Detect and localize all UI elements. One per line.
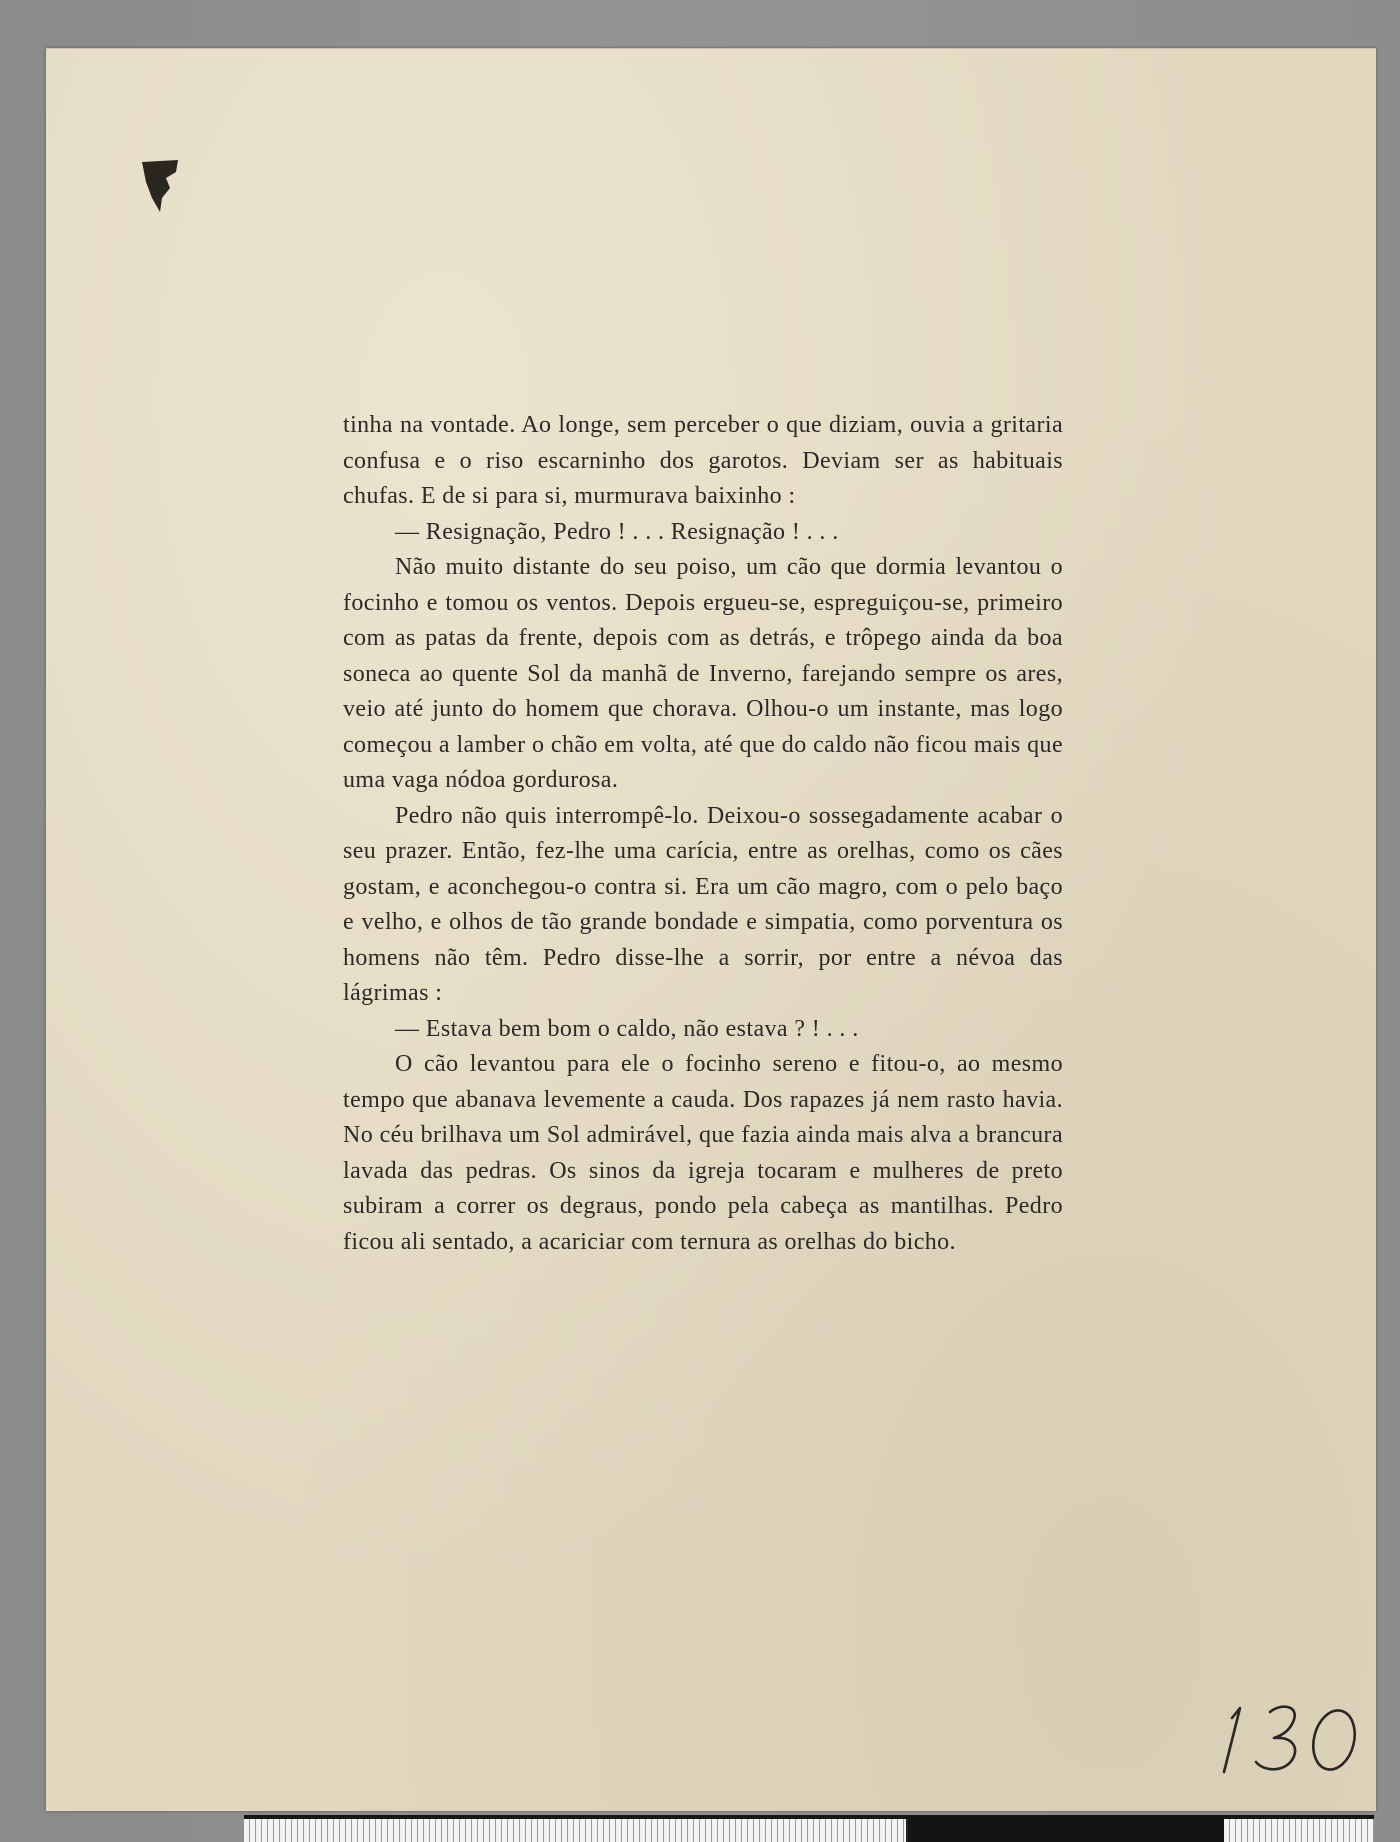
torn-corner-mark	[140, 158, 180, 214]
body-text	[343, 408, 1063, 1260]
ruler-scale-light-right	[1224, 1819, 1374, 1842]
paragraph-dialogue: — Resignação, Pedro ! . . . Resignação ! . . .	[395, 518, 839, 545]
handwritten-page-number	[1208, 1696, 1378, 1776]
paragraph: tinha na vontade. Ao longe, sem perceber o que diziam, ouvia a gritaria confusa e o riso escarninho dos garotos. Deviam ser as habituais chufas. E de si para si, murmurava baixinho :	[343, 412, 1063, 509]
paragraph: Não muito distante do seu poiso, um cão que dormia levantou o focinho e tomou os ventos. Depois ergueu-se, espreguiçou-se, primeiro com as patas da frente, depois com as detrás, e trôpego ainda da boa soneca ao quente Sol da manhã de Inverno, farejando sempre os ares, veio até junto do homem que chorava. Olhou-o um instante, mas logo começou a lamber o chão em volta, até que do caldo não ficou mais que uma vaga nódoa gordurosa.	[343, 554, 1063, 793]
ruler-scale-light	[244, 1819, 908, 1842]
color-scale-ruler	[244, 1815, 1374, 1842]
paragraph-dialogue: — Estava bem bom o caldo, não estava ? ! . . .	[395, 1015, 859, 1042]
paragraph: Pedro não quis interrompê-lo. Deixou-o sossegadamente acabar o seu prazer. Então, fez-lhe uma carícia, entre as orelhas, como os cães gostam, e aconchegou-o contra si. Era um cão magro, com o pelo baço e velho, e olhos de tão grande bondade e simpatia, como porventura os homens não têm. Pedro disse-lhe a sorrir, por entre a névoa das lágrimas :	[343, 802, 1063, 1006]
paragraph: O cão levantou para ele o focinho sereno e fitou-o, ao mesmo tempo que abanava levemente a cauda. Dos rapazes já nem rasto havia. No céu brilhava um Sol admirável, que fazia ainda mais alva a brancura lavada das pedras. Os sinos da igreja tocaram e mulheres de preto subiram a correr os degraus, pondo pela cabeça as mantilhas. Pedro ficou ali sentado, a acariciar com ternura as orelhas do bicho.	[343, 1051, 1063, 1255]
